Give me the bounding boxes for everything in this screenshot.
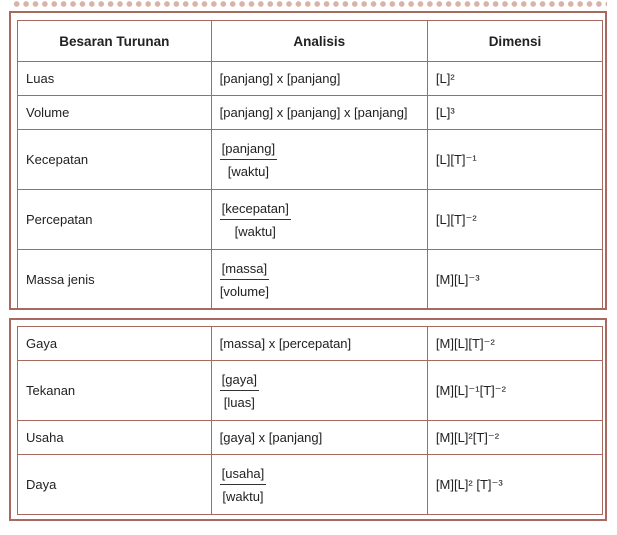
dimensi-cell: [M][L]⁻³ xyxy=(427,250,602,310)
dimensi-cell: [M][L][T]⁻² xyxy=(427,327,602,361)
fraction xyxy=(220,140,278,180)
fraction-numerator: [kecepatan] xyxy=(220,200,291,220)
analisis-cell: [panjang] x [panjang] x [panjang] xyxy=(211,96,427,130)
besaran-cell: Usaha xyxy=(18,421,212,455)
fraction-denominator: [waktu] xyxy=(227,163,269,179)
fraction-denominator: [waktu] xyxy=(234,223,276,239)
fraction xyxy=(220,260,270,300)
derived-quantities-table-1 xyxy=(17,20,603,310)
fraction xyxy=(220,465,267,505)
table-row xyxy=(18,250,603,310)
derived-quantities-table-2 xyxy=(17,326,603,515)
table-row xyxy=(18,455,603,515)
analisis-cell: [massa] x [percepatan] xyxy=(211,327,427,361)
besaran-cell: Tekanan xyxy=(18,361,212,421)
table-row xyxy=(18,96,603,130)
dimensi-cell: [L][T]⁻² xyxy=(427,190,602,250)
besaran-cell: Percepatan xyxy=(18,190,212,250)
besaran-cell: Kecepatan xyxy=(18,130,212,190)
besaran-cell: Luas xyxy=(18,62,212,96)
table-row xyxy=(18,62,603,96)
table-row xyxy=(18,421,603,455)
dimensi-cell: [L]³ xyxy=(427,96,602,130)
table-panel-2 xyxy=(9,318,607,521)
table-row xyxy=(18,190,603,250)
fraction-denominator: [volume] xyxy=(219,283,269,299)
besaran-cell: Volume xyxy=(18,96,212,130)
dimensi-cell: [L]² xyxy=(427,62,602,96)
fraction-numerator: [usaha] xyxy=(220,465,267,485)
table-row xyxy=(18,130,603,190)
dimensi-cell: [M][L]⁻¹[T]⁻² xyxy=(427,361,602,421)
besaran-cell: Massa jenis xyxy=(18,250,212,310)
dimensi-cell: [M][L]² [T]⁻³ xyxy=(427,455,602,515)
analisis-cell xyxy=(211,361,427,421)
analisis-cell: [gaya] x [panjang] xyxy=(211,421,427,455)
header-analisis: Analisis xyxy=(211,21,427,62)
analisis-cell: [panjang] x [panjang] xyxy=(211,62,427,96)
dimensi-cell: [M][L]²[T]⁻² xyxy=(427,421,602,455)
table-row xyxy=(18,361,603,421)
analisis-cell xyxy=(211,250,427,310)
fraction xyxy=(220,200,291,240)
dimensi-cell: [L][T]⁻¹ xyxy=(427,130,602,190)
analisis-cell xyxy=(211,455,427,515)
table-panel-1 xyxy=(9,11,607,310)
header-besaran-turunan: Besaran Turunan xyxy=(18,21,212,62)
table-row xyxy=(18,327,603,361)
header-dimensi: Dimensi xyxy=(427,21,602,62)
header-row xyxy=(18,21,603,62)
fraction-denominator: [waktu] xyxy=(222,488,264,504)
fraction-numerator: [massa] xyxy=(220,260,270,280)
fraction xyxy=(220,371,259,411)
fraction-denominator: [luas] xyxy=(223,394,255,410)
besaran-cell: Gaya xyxy=(18,327,212,361)
analisis-cell xyxy=(211,130,427,190)
besaran-cell: Daya xyxy=(18,455,212,515)
analisis-cell xyxy=(211,190,427,250)
fraction-numerator: [panjang] xyxy=(220,140,278,160)
fraction-numerator: [gaya] xyxy=(220,371,259,391)
